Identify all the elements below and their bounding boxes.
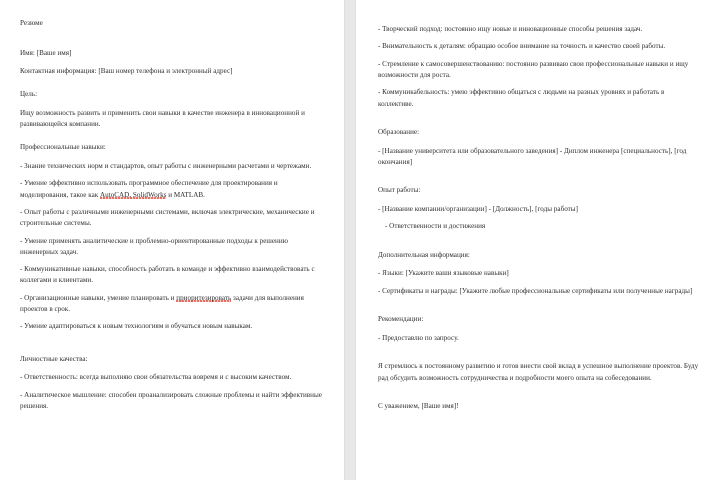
spacer xyxy=(378,239,700,250)
additional-info-item: - Сертификаты и награды: [Укажите любые профессиональные сертификаты или полученные награды] xyxy=(378,286,693,295)
experience-heading: Опыт работы: xyxy=(378,186,421,195)
skill-organization-prefix: - Организационные навыки, умение планировать и xyxy=(20,293,177,302)
document-page-2[interactable] xyxy=(356,0,720,480)
experience-item: - [Название компании/организации] - [Должность], [годы работы] xyxy=(378,204,578,213)
education-item: - [Название университета или образовательного заведения] - Диплом инженера [специальность], [год окончания] xyxy=(378,146,687,166)
personal-qualities-heading: Личностные качества: xyxy=(20,354,88,363)
personal-quality-item: - Внимательность к деталям: обращаю особое внимание на точность и качество своей работы. xyxy=(378,42,666,51)
objective-body: Ищу возможность развить и применить свои навыки в качестве инженера в инновационной и развивающейся компании. xyxy=(20,108,305,128)
skill-item: - Опыт работы с различными инженерными системами, включая электрические, механические и строительные системы. xyxy=(20,207,315,228)
closing-statement: Я стремлюсь к постоянному развитию и готов внести свой вклад в успешное выполнение проектов. Буду рад обсудить возможность сотрудничества и подробности моего опыта на собеседовании. xyxy=(378,362,699,382)
professional-skills-heading: Профессиональные навыки: xyxy=(20,143,106,152)
closing-signoff: С уважением, [Ваше имя]! xyxy=(378,401,459,410)
resume-title: Резюме xyxy=(20,19,43,27)
spacer xyxy=(378,303,700,314)
skill-item: - Коммуникативные навыки, способность работать в команде и эффективно взаимодействовать с коллегами и клиентами. xyxy=(20,265,315,285)
contact-line: Контактная информация: [Ваш номер телефона и электронный адрес] xyxy=(20,66,233,75)
additional-info-item: - Языки: [Укажите ваши языковые навыки] xyxy=(378,269,509,278)
skill-item-software xyxy=(20,178,326,200)
skill-item-organization xyxy=(20,293,326,315)
references-heading: Рекомендации: xyxy=(378,315,424,324)
document-page-1[interactable] xyxy=(0,0,344,480)
objective-heading: Цель: xyxy=(20,89,38,98)
page-gutter-divider xyxy=(344,0,356,480)
spacer xyxy=(20,339,326,354)
skill-software-suffix: и MATLAB. xyxy=(166,190,205,199)
personal-quality-item: - Аналитическое мышление: способен проанализировать сложные проблемы и найти эффективные решения. xyxy=(20,390,322,411)
personal-quality-item: - Коммуникабельность: умею эффективно общаться с людьми на разных уровнях и работать в коллективе. xyxy=(378,88,665,108)
personal-quality-item: - Стремление к самосовершенствованию: постоянно развиваю свои профессиональные навыки и ищу возможности для роста. xyxy=(378,59,689,79)
skill-item: - Знание технических норм и стандартов, опыт работы с инженерными расчетами и чертежами. xyxy=(20,161,312,170)
spellcheck-misspelled-organization[interactable]: приоритезировать xyxy=(176,293,232,302)
references-item: - Предоставлю по запросу. xyxy=(378,333,459,342)
spacer xyxy=(378,390,700,401)
additional-info-heading: Дополнительная информация: xyxy=(378,250,470,259)
education-heading: Образование: xyxy=(378,127,420,136)
personal-quality-item: - Ответственность: всегда выполняю свои обязательства вовремя и с высоким качеством. xyxy=(20,373,292,382)
spacer xyxy=(378,350,700,361)
spellcheck-misspelled-software[interactable]: AutoCAD, SolidWorks xyxy=(100,190,167,199)
skill-item: - Умение применять аналитические и проблемно-ориентированные подходы к решению инженерных задач. xyxy=(20,236,289,256)
spacer xyxy=(378,174,700,185)
skill-item: - Умение адаптироваться к новым технологиям и обучаться новым навыкам. xyxy=(20,322,253,331)
name-line: Имя: [Ваше имя] xyxy=(20,49,72,58)
spacer xyxy=(378,116,700,127)
personal-quality-item: - Творческий подход: постоянно ищу новые и инновационные способы решения задач. xyxy=(378,25,643,33)
skill-organization-suffix: задачи для выполнения проектов в срок. xyxy=(20,293,304,313)
skill-software-prefix: - Умение эффективно использовать программное обеспечение для проектирования и моделирования, такое как xyxy=(20,179,278,199)
experience-sub-item: - Ответственности и достижения xyxy=(385,222,486,231)
